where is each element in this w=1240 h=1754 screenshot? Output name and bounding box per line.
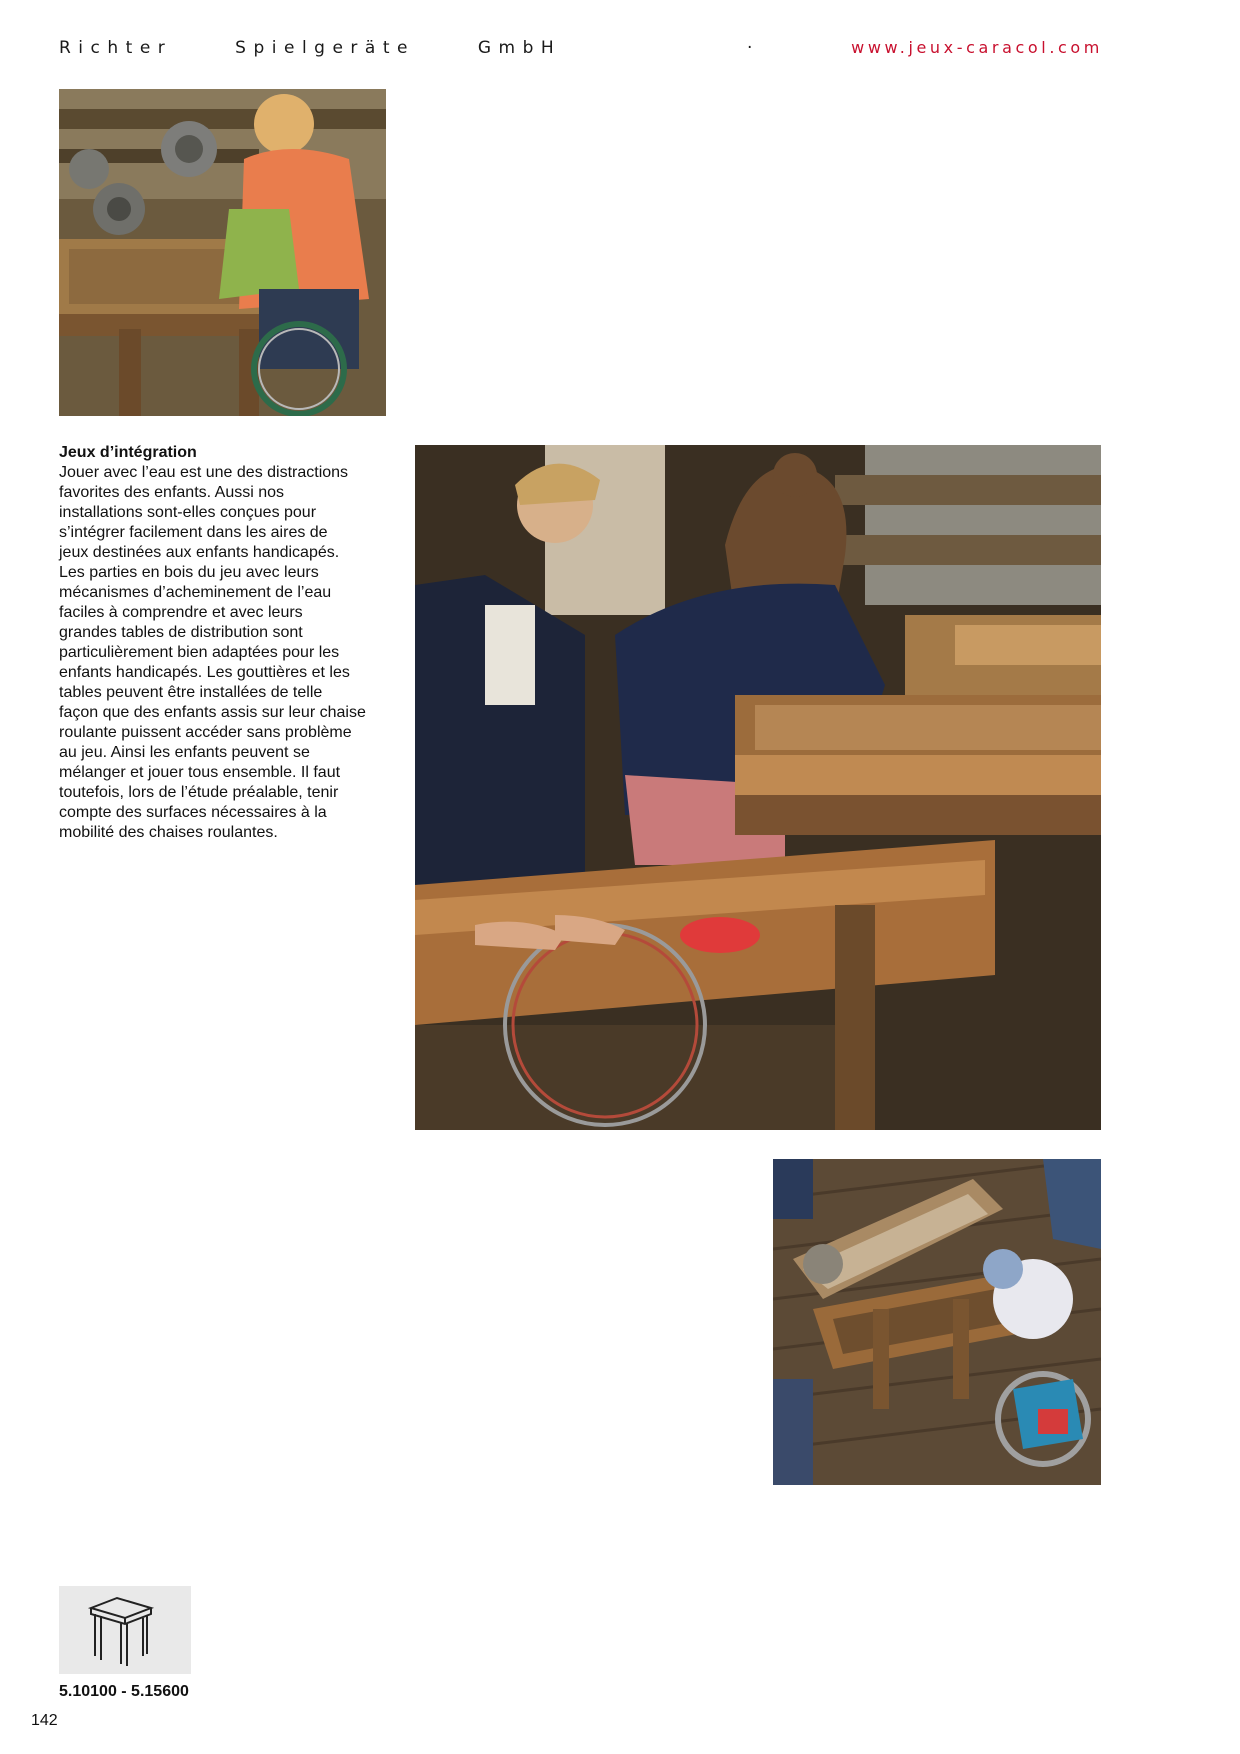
website-url: www.jeux-caracol.com	[851, 38, 1103, 57]
company-name: Richter Spielgeräte GmbH	[59, 38, 562, 58]
article-body: Jouer avec l’eau est une des distractions favorites des enfants. Aussi nos installations sont-elles conçues pour s’intégrer facilement dans les aires de jeux destinées aux enfants handicapés. Les parties en bois du jeu avec leurs mécanismes d’acheminement de l’eau faciles à comprendre et avec leurs grandes tables de distribution sont particulièrement bien adaptées pour les enfants handicapés. Les gouttières et les tables peuvent être installées de telle façon que des enfants assis sur leur chaise roulante puissent accéder sans problème au jeu. Ainsi les enfants peuvent se mélanger et jouer tous ensemble. Il faut toutefois, lors de l’étude préalable, tenir compte des surfaces nécessaires à la mobilité des chaises roulantes.	[59, 464, 366, 841]
water-table-icon	[59, 1586, 191, 1674]
article-title: Jeux d’intégration	[59, 444, 197, 461]
photo-child-wheelchair	[59, 89, 386, 416]
article-text	[59, 443, 389, 843]
product-pictogram	[59, 1586, 191, 1674]
product-code-range: 5.10100 - 5.15600	[59, 1683, 189, 1700]
photo-water-gutter-overhead	[773, 1159, 1101, 1485]
photo-children-water-table	[415, 445, 1101, 1130]
page-header	[59, 38, 1103, 60]
header-separator: ·	[747, 38, 760, 58]
page-number: 142	[31, 1712, 58, 1729]
